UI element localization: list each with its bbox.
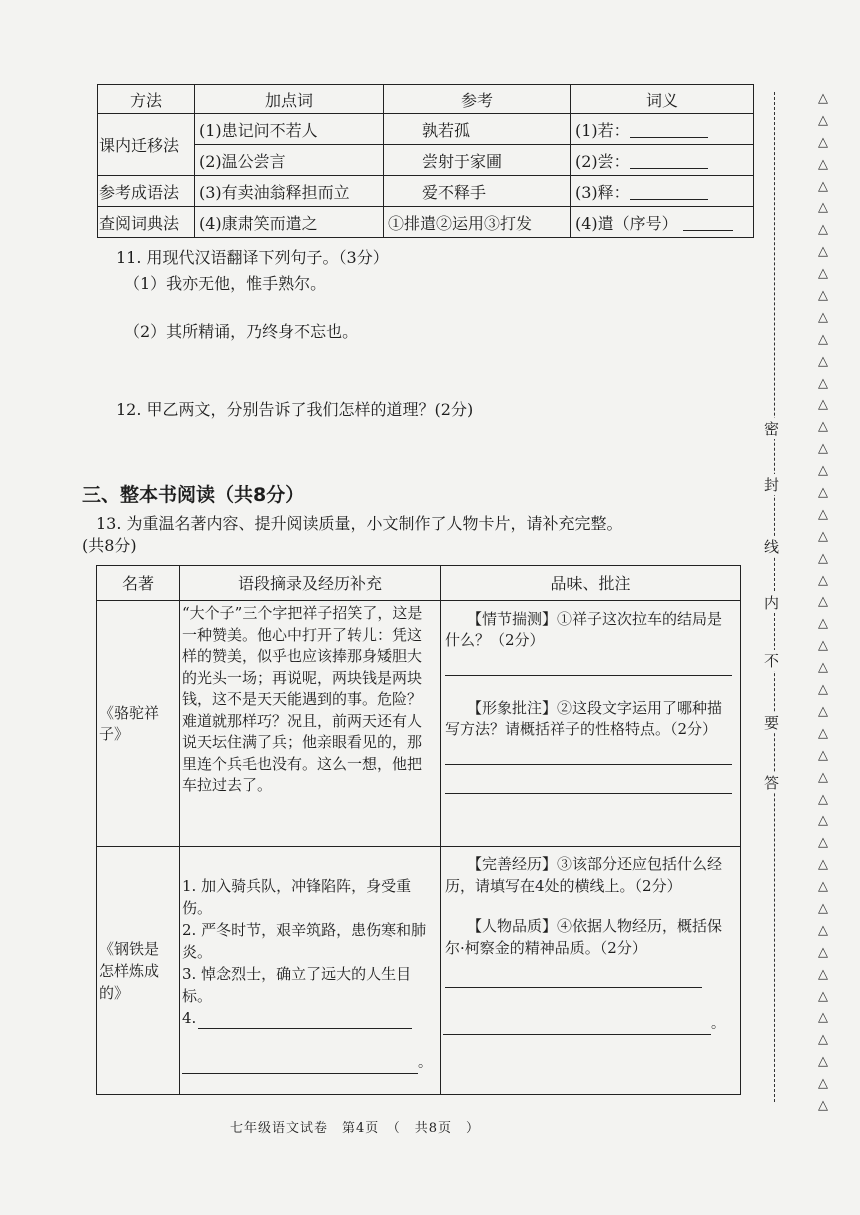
triangle-mark: △ xyxy=(818,572,828,588)
triangle-mark: △ xyxy=(818,156,828,172)
triangle-mark: △ xyxy=(818,485,828,501)
experience-4-label: 4. xyxy=(182,1009,197,1027)
experience-cell xyxy=(180,847,441,1095)
triangle-mark: △ xyxy=(818,309,828,325)
table-row xyxy=(97,601,741,847)
table-row xyxy=(98,114,754,145)
reference-cell: 尝射于家圃 xyxy=(384,145,571,176)
header-word: 加点词 xyxy=(195,85,384,114)
book-title: 《钢铁是怎样炼成的》 xyxy=(99,939,160,1002)
word-cell: (3)有卖油翁释担而立 xyxy=(195,176,384,207)
character-card-table xyxy=(96,565,741,1095)
triangle-mark: △ xyxy=(818,638,828,654)
triangle-mark: △ xyxy=(818,1054,828,1070)
answer-line[interactable] xyxy=(445,783,732,794)
word-meaning-table xyxy=(97,84,754,238)
answer-line[interactable] xyxy=(445,754,732,765)
meaning-cell xyxy=(571,207,754,238)
triangle-mark: △ xyxy=(818,353,828,369)
triangle-mark: △ xyxy=(818,528,828,544)
question-13-line-1: 13. 为重温名著内容、提升阅读质量，小文制作了人物卡片，请补充完整。 xyxy=(96,514,623,533)
book-title: 《骆驼祥子》 xyxy=(99,703,160,743)
triangle-mark: △ xyxy=(818,813,828,829)
triangle-mark: △ xyxy=(818,835,828,851)
question-11-sentence-2: （2）其所精诵，乃终身不忘也。 xyxy=(124,322,359,341)
triangle-mark: △ xyxy=(818,725,828,741)
table-row xyxy=(98,207,754,238)
answer-line[interactable] xyxy=(198,1012,412,1029)
seal-char: 内 xyxy=(764,594,780,612)
question-13-line-2: (共8分) xyxy=(82,536,137,555)
book-title-cell xyxy=(97,847,180,1095)
triangle-mark: △ xyxy=(818,791,828,807)
triangle-mark: △ xyxy=(818,900,828,916)
experience-note: 【完善经历】③该部分还应包括什么经历，请填写在4处的横线上。（2分） xyxy=(445,855,723,895)
seal-char: 答 xyxy=(764,774,780,792)
answer-line[interactable] xyxy=(443,1022,711,1035)
triangle-mark: △ xyxy=(818,703,828,719)
period-mark: 。 xyxy=(418,1055,432,1071)
answer-line[interactable] xyxy=(445,977,702,988)
triangle-mark: △ xyxy=(818,288,828,304)
header-excerpt: 语段摘录及经历补充 xyxy=(180,566,441,601)
page-footer: 七年级语文试卷 第4页 （ 共8页 ） xyxy=(230,1121,481,1136)
triangle-mark: △ xyxy=(818,222,828,238)
answer-blank[interactable] xyxy=(683,216,733,231)
triangle-mark: △ xyxy=(818,1076,828,1092)
image-note: 【形象批注】②这段文字运用了哪种描写方法？请概括祥子的性格特点。（2分） xyxy=(445,699,723,738)
answer-blank[interactable] xyxy=(630,123,708,138)
experience-4-row xyxy=(182,1007,438,1029)
meaning-label: (1)若： xyxy=(575,120,630,140)
meaning-cell xyxy=(571,176,754,207)
answer-line[interactable] xyxy=(445,657,732,676)
header-notes: 品味、批注 xyxy=(441,566,741,601)
triangle-mark: △ xyxy=(818,747,828,763)
triangle-mark: △ xyxy=(818,266,828,282)
meaning-cell xyxy=(571,114,754,145)
triangle-mark: △ xyxy=(818,178,828,194)
triangle-mark: △ xyxy=(818,441,828,457)
experience-2: 2. 严冬时节，艰辛筑路，患伤寒和肺炎。 xyxy=(182,921,427,961)
table-header-row xyxy=(97,566,741,601)
method-cell: 课内迁移法 xyxy=(98,114,195,176)
question-11-sentence-1: （1）我亦无他，惟手熟尔。 xyxy=(124,274,327,293)
triangle-mark: △ xyxy=(818,331,828,347)
answer-line[interactable] xyxy=(182,1059,418,1074)
header-reference: 参考 xyxy=(384,85,571,114)
meaning-label: (3)释： xyxy=(575,182,630,202)
triangle-mark: △ xyxy=(818,1097,828,1113)
triangle-mark: △ xyxy=(818,769,828,785)
quality-extra-row xyxy=(443,1014,738,1035)
triangle-mark: △ xyxy=(818,463,828,479)
meaning-label: (2)尝： xyxy=(575,151,630,171)
answer-blank[interactable] xyxy=(630,154,708,169)
triangle-mark: △ xyxy=(818,616,828,632)
seal-char: 不 xyxy=(764,652,780,670)
reference-cell: ①排遣②运用③打发 xyxy=(384,207,571,238)
seal-char: 要 xyxy=(764,714,780,732)
triangle-mark: △ xyxy=(818,244,828,260)
triangle-mark: △ xyxy=(818,988,828,1004)
quality-note: 【人物品质】④依据人物经历，概括保尔·柯察金的精神品质。（2分） xyxy=(445,917,723,957)
triangle-mark: △ xyxy=(818,91,828,106)
period-mark: 。 xyxy=(711,1016,725,1032)
experience-1: 1. 加入骑兵队，冲锋陷阵，身受重伤。 xyxy=(182,877,412,917)
excerpt-text: “大个子”三个字把祥子招笑了，这是一种赞美。他心中打开了转儿：凭这样的赞美，似乎也应该捧那身矮胆大的光头一场；再说呢，两块钱是两块钱，这不是天天能遇到的事。危险？难道就那样巧？况且，前两天还有人说天坛住满了兵；他亲眼看见的，那里连个兵毛也没有。这么一想，他把车拉过去了。 xyxy=(182,604,423,794)
triangle-mark: △ xyxy=(818,966,828,982)
excerpt-cell xyxy=(180,601,441,847)
triangle-border xyxy=(818,88,834,1117)
triangle-mark: △ xyxy=(818,397,828,413)
reference-cell: 爱不释手 xyxy=(384,176,571,207)
question-12-title: 12. 甲乙两文，分别告诉了我们怎样的道理？(2分) xyxy=(116,400,474,419)
question-11-title: 11. 用现代汉语翻译下列句子。（3分） xyxy=(116,248,389,267)
seal-char: 密 xyxy=(764,420,780,438)
header-meaning: 词义 xyxy=(571,85,754,114)
book-title-cell xyxy=(97,601,180,847)
table-row xyxy=(98,176,754,207)
meaning-label: (4)遣（序号） xyxy=(575,213,678,233)
method-cell: 查阅词典法 xyxy=(98,207,195,238)
plot-guess-note: 【情节揣测】①祥子这次拉车的结局是什么？（2分） xyxy=(445,610,723,649)
triangle-mark: △ xyxy=(818,134,828,150)
notes-cell xyxy=(441,847,741,1095)
word-cell: (1)患记问不若人 xyxy=(195,114,384,145)
reference-cell: 孰若孤 xyxy=(384,114,571,145)
word-cell: (4)康肃笑而遣之 xyxy=(195,207,384,238)
triangle-mark: △ xyxy=(818,922,828,938)
header-book: 名著 xyxy=(97,566,180,601)
meaning-cell xyxy=(571,145,754,176)
triangle-mark: △ xyxy=(818,200,828,216)
triangle-mark: △ xyxy=(818,1032,828,1048)
table-row xyxy=(98,145,754,176)
method-cell: 参考成语法 xyxy=(98,176,195,207)
triangle-mark: △ xyxy=(818,682,828,698)
triangle-mark: △ xyxy=(818,660,828,676)
header-method: 方法 xyxy=(98,85,195,114)
triangle-mark: △ xyxy=(818,879,828,895)
word-cell: (2)温公尝言 xyxy=(195,145,384,176)
triangle-mark: △ xyxy=(818,506,828,522)
answer-blank[interactable] xyxy=(630,185,708,200)
triangle-mark: △ xyxy=(818,550,828,566)
experience-extra-row xyxy=(182,1053,438,1074)
triangle-mark: △ xyxy=(818,944,828,960)
triangle-mark: △ xyxy=(818,1010,828,1026)
seal-char: 线 xyxy=(764,538,780,556)
seal-char: 封 xyxy=(764,476,780,494)
table-header-row xyxy=(98,85,754,114)
triangle-mark: △ xyxy=(818,112,828,128)
triangle-mark: △ xyxy=(818,419,828,435)
triangle-mark: △ xyxy=(818,375,828,391)
triangle-mark: △ xyxy=(818,594,828,610)
experience-3: 3. 悼念烈士，确立了远大的人生目标。 xyxy=(182,965,412,1005)
triangle-mark: △ xyxy=(818,857,828,873)
section-title: 三、整本书阅读（共8分） xyxy=(82,484,305,506)
notes-cell xyxy=(441,601,741,847)
table-row xyxy=(97,847,741,1095)
